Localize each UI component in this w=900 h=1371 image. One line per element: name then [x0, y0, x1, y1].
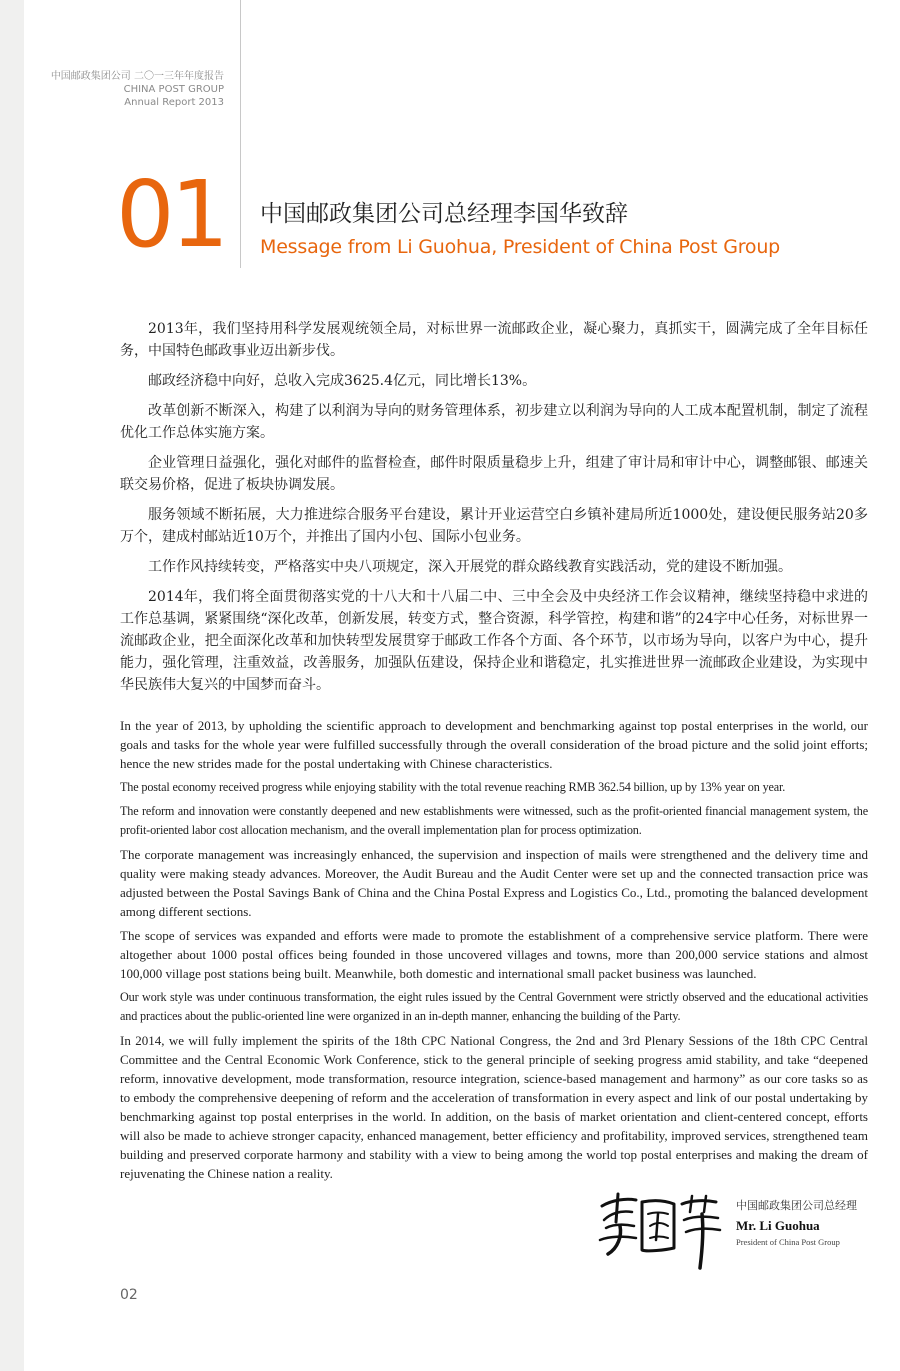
cn-paragraph: 服务领域不断拓展，大力推进综合服务平台建设，累计开业运营空白乡镇补建局所近1000处，建设便民服务站20多万个，建成村邮站近10万个，并推出了国内小包、国际小包业务。: [120, 507, 868, 545]
en-paragraph: The postal economy received progress while enjoying stability with the total revenue reaching RMB 362.54 billion, up by 13% year on year.: [120, 780, 786, 794]
cn-paragraph: 邮政经济稳中向好，总收入完成3625.4亿元，同比增长13%。: [148, 373, 537, 389]
en-paragraph: The reform and innovation were constantly deepened and new establishments were witnessed, such as the profit-oriented financial management system, the profit-oriented labor cost allocation mechanism, and the overall implementation plan for process optimization.: [120, 804, 868, 837]
running-header: [51, 70, 224, 109]
cn-paragraph: 2014年，我们将全面贯彻落实党的十八大和十八届二中、三中全会及中央经济工作会议精神，继续坚持稳中求进的工作总基调，紧紧围绕“深化改革，创新发展，转变方式，整合资源，科学管控，构建和谐”的24字中心任务，对标世界一流邮政企业，把全面深化改革和加快转型发展贯穿于邮政工作各个方面、各个环节，以市场为导向，以客户为中心，提升能力，强化管理，注重效益，改善服务，加强队伍建设，保持企业和谐稳定，扎实推进世界一流邮政企业建设，为实现中华民族伟大复兴的中国梦而奋斗。: [120, 589, 868, 693]
cn-paragraph: 改革创新不断深入，构建了以利润为导向的财务管理体系，初步建立以利润为导向的人工成本配置机制，制定了流程优化工作总体实施方案。: [120, 403, 868, 441]
page-margin-strip: [0, 0, 24, 1371]
section-number: 01: [116, 161, 226, 268]
header-cn: 中国邮政集团公司 二〇一三年年度报告: [50, 71, 224, 82]
header-divider-line: [240, 0, 241, 268]
page-number: 02: [120, 1287, 138, 1303]
en-paragraph: The corporate management was increasingly enhanced, the supervision and inspection of mails were strengthened and the delivery time and quality were making steady advances. Moreover, the Audit Bureau and the Audit Center were set up and the connected transaction price was adjusted between the Postal Savings Bank of China and the China Postal Express and Logistics Co., Ltd., promoting the balanced development among different sections.: [120, 847, 868, 919]
en-paragraph: Our work style was under continuous transformation, the eight rules issued by the Central Government were strictly observed and the educational activities and practices about the public-oriented line were organized in an in-depth manner, enhancing the building of the Party.: [120, 990, 868, 1023]
cn-paragraph: 企业管理日益强化，强化对邮件的监督检查，邮件时限质量稳步上升，组建了审计局和审计中心，调整邮银、邮速关联交易价格，促进了板块协调发展。: [120, 455, 868, 493]
chinese-body-text: [120, 318, 868, 704]
signature-title-cn: 中国邮政集团公司总经理: [736, 1199, 857, 1212]
cn-paragraph: 2013年，我们坚持用科学发展观统领全局，对标世界一流邮政企业，凝心聚力，真抓实干，圆满完成了全年目标任务，中国特色邮政事业迈出新步伐。: [120, 321, 868, 359]
section-title-en: Message from Li Guohua, President of China Post Group: [260, 236, 781, 258]
signature-name: Mr. Li Guohua: [736, 1218, 820, 1233]
section-title-cn: 中国邮政集团公司总经理李国华致辞: [260, 201, 628, 227]
header-en-report: Annual Report 2013: [124, 97, 224, 108]
handwritten-signature: [596, 1192, 724, 1270]
english-body-text: [120, 716, 868, 1188]
signature-title-en: President of China Post Group: [736, 1237, 840, 1247]
signature-block: [736, 1198, 857, 1248]
en-paragraph: In 2014, we will fully implement the spirits of the 18th CPC National Congress, the 2nd and 3rd Plenary Sessions of the 18th CPC Central Committee and the Central Economic Work Conference, stick to the general principle of seeking progress amid stability, and take “deepened reform, innovative development, mode transformation, resource integration, science-based management and harmony” as our core tasks so as to embody the comprehensive deepening of reform and the acceleration of transformation in every aspect and link of our postal undertaking by benchmarking against top postal enterprises in the world. In addition, on the basis of market orientation and client-centered concept, efforts will also be made to achieve stronger capacity, enhanced management, better efficiency and profitability, improved services, strengthened team building and preserved corporate harmony and stability with a view to being among the world top postal enterprises and making the dream of rejuvenating the Chinese nation a reality.: [120, 1033, 868, 1181]
header-en-company: CHINA POST GROUP: [123, 84, 224, 95]
en-paragraph: The scope of services was expanded and efforts were made to promote the establishment of a comprehensive service platform. There were altogether about 1000 postal offices being founded in those uncovered villages and towns, more than 200,000 service stations and almost 100,000 village post stations being built. Meanwhile, both domestic and international small packet business was launched.: [120, 928, 868, 981]
en-paragraph: In the year of 2013, by upholding the scientific approach to development and benchmarking against top postal enterprises in the world, our goals and tasks for the whole year were fulfilled successfully through the overall consideration of the broad picture and the solid joint efforts; hence the new strides made for the postal undertaking with Chinese characteristics.: [120, 718, 868, 771]
cn-paragraph: 工作作风持续转变，严格落实中央八项规定，深入开展党的群众路线教育实践活动，党的建设不断加强。: [148, 559, 792, 575]
